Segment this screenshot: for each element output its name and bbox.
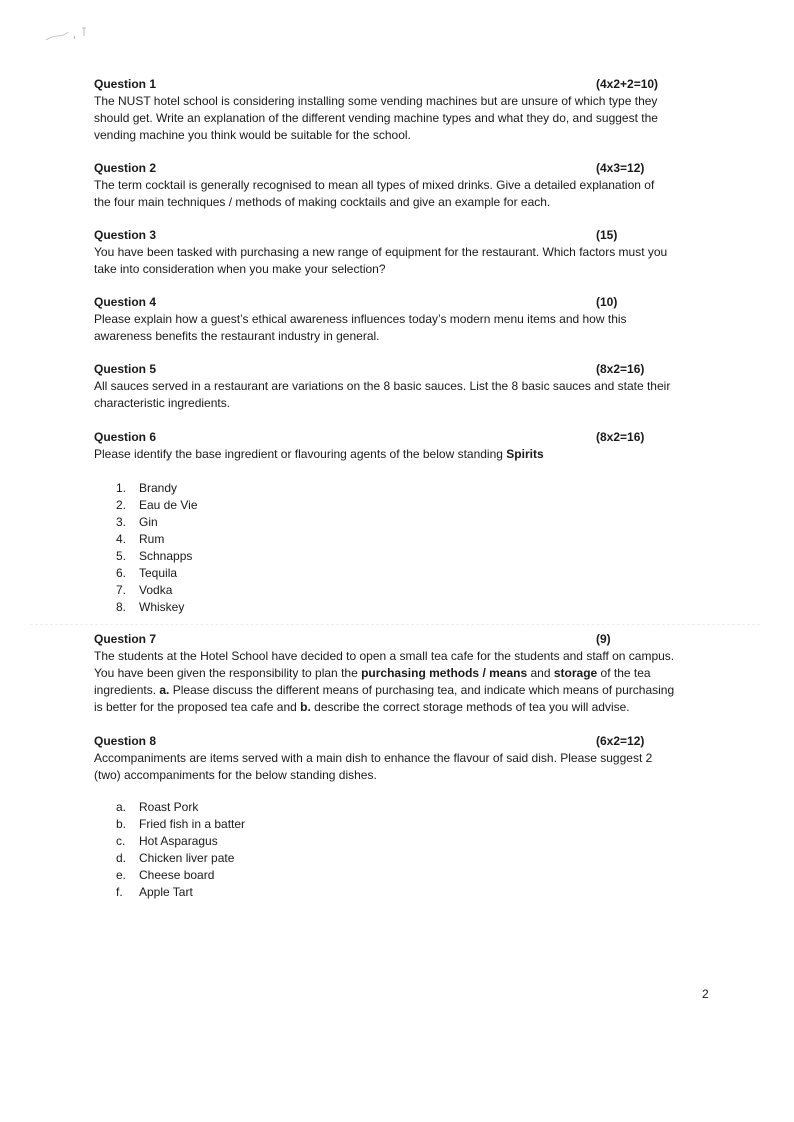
list-text: Schnapps <box>139 549 193 563</box>
question-text-line <box>94 378 734 395</box>
question-text-line <box>94 682 734 699</box>
list-marker: 1. <box>116 481 127 495</box>
question-text-line <box>94 311 734 328</box>
text: Accompaniments are items served with a main dish to enhance the flavour of said dish. Please suggest 2 <box>94 751 653 765</box>
question-heading <box>94 429 734 446</box>
question-marks: (15) <box>596 228 618 242</box>
question-text-line <box>94 395 734 412</box>
question-title: Question 4 <box>94 295 157 309</box>
question-3 <box>94 227 734 278</box>
text: The term cocktail is generally recognised to mean all types of mixed drinks. Give a detailed explanation of <box>94 178 655 192</box>
question-4 <box>94 294 734 345</box>
list-marker: c. <box>116 834 126 848</box>
question-marks: (6x2=12) <box>596 734 645 748</box>
text: and <box>527 666 554 680</box>
bold-text: a. <box>159 683 170 697</box>
question-text-line <box>94 648 734 665</box>
question-title: Question 1 <box>94 77 157 91</box>
list-marker: 6. <box>116 566 127 580</box>
list-text: Hot Asparagus <box>139 834 218 848</box>
question-marks: (4x2+2=10) <box>596 77 659 91</box>
text: the four main techniques / methods of making cocktails and give an example for each. <box>94 195 551 209</box>
question-8 <box>94 733 734 784</box>
list-text: Brandy <box>139 481 178 495</box>
question-marks: (8x2=16) <box>596 362 645 376</box>
text: is better for the proposed tea cafe and <box>94 700 301 714</box>
text: Please identify the base ingredient or flavouring agents of the below standing <box>94 447 507 461</box>
list-marker: 2. <box>116 498 127 512</box>
question-heading <box>94 631 734 648</box>
text: Please discuss the different means of purchasing tea, and indicate which means of purchasing <box>169 683 675 697</box>
question-7 <box>94 631 734 716</box>
question-text-line <box>94 194 734 211</box>
bold-text: b. <box>300 700 311 714</box>
question-text-line <box>94 110 734 127</box>
page-number: 2 <box>702 987 709 1001</box>
list-text: Eau de Vie <box>139 498 198 512</box>
text: describe the correct storage methods of tea you will advise. <box>310 700 630 714</box>
list-text: Rum <box>139 532 165 546</box>
question-marks: (9) <box>596 632 611 646</box>
text: characteristic ingredients. <box>94 396 231 410</box>
text: vending machine you think would be suitable for the school. <box>94 128 411 142</box>
question-title: Question 5 <box>94 362 157 376</box>
list-text: Fried fish in a batter <box>139 817 246 831</box>
bold-text: Spirits <box>506 447 544 461</box>
question-heading <box>94 76 734 93</box>
question-heading <box>94 160 734 177</box>
list-text: Roast Pork <box>139 800 199 814</box>
question-text-line <box>94 699 734 716</box>
list-marker: 8. <box>116 600 127 614</box>
text: take into consideration when you make your selection? <box>94 262 386 276</box>
list-marker: 4. <box>116 532 127 546</box>
question-text-line <box>94 261 734 278</box>
text: of the tea <box>597 666 651 680</box>
question-text-line <box>94 177 734 194</box>
question-title: Question 3 <box>94 228 157 242</box>
text: The NUST hotel school is considering installing some vending machines but are unsure of which type they <box>94 94 658 108</box>
list-text: Whiskey <box>139 600 185 614</box>
question-text-line <box>94 446 734 463</box>
question-title: Question 6 <box>94 430 157 444</box>
bold-text: purchasing methods / means <box>361 666 528 680</box>
list-marker: 3. <box>116 515 127 529</box>
question-marks: (4x3=12) <box>596 161 645 175</box>
question-heading <box>94 733 734 750</box>
list-marker: d. <box>116 851 127 865</box>
question-5 <box>94 361 734 412</box>
bold-text: storage <box>553 666 598 680</box>
question-marks: (8x2=16) <box>596 430 645 444</box>
list-text: Vodka <box>139 583 173 597</box>
list-text: Tequila <box>139 566 178 580</box>
question-text-line <box>94 750 734 767</box>
question-text-line <box>94 127 734 144</box>
list-marker: b. <box>116 817 127 831</box>
question-title: Question 8 <box>94 734 157 748</box>
question-marks: (10) <box>596 295 618 309</box>
text: awareness benefits the restaurant industry in general. <box>94 329 380 343</box>
list-marker: 5. <box>116 549 127 563</box>
text: (two) accompaniments for the below standing dishes. <box>94 768 377 782</box>
question-title: Question 7 <box>94 632 157 646</box>
text: You have been given the responsibility to plan the <box>94 666 362 680</box>
pen-mark-scribble <box>44 22 94 44</box>
question-text-line <box>94 767 734 784</box>
list-marker: f. <box>116 885 123 899</box>
text: You have been tasked with purchasing a new range of equipment for the restaurant. Which factors must you <box>94 245 668 259</box>
text: All sauces served in a restaurant are variations on the 8 basic sauces. List the 8 basic sauces and state their <box>94 379 671 393</box>
question-text-line <box>94 665 734 682</box>
list-marker: a. <box>116 800 127 814</box>
text: The students at the Hotel School have decided to open a small tea cafe for the students and staff on campus. <box>94 649 675 663</box>
list-text: Chicken liver pate <box>139 851 235 865</box>
question-heading <box>94 361 734 378</box>
question-text-line <box>94 328 734 345</box>
scan-artifact-line <box>30 624 760 625</box>
list-text: Cheese board <box>139 868 215 882</box>
list-text: Gin <box>139 515 158 529</box>
question-1 <box>94 76 734 144</box>
question-text-line <box>94 244 734 261</box>
list-text: Apple Tart <box>139 885 193 899</box>
list-marker: e. <box>116 868 127 882</box>
question-heading <box>94 294 734 311</box>
question-2 <box>94 160 734 211</box>
text: ingredients. <box>94 683 160 697</box>
list-marker: 7. <box>116 583 127 597</box>
question-6 <box>94 429 734 463</box>
text: should get. Write an explanation of the different vending machine types and what they do, and suggest the <box>94 111 658 125</box>
question-title: Question 2 <box>94 161 157 175</box>
question-heading <box>94 227 734 244</box>
question-text-line <box>94 93 734 110</box>
text: Please explain how a guest’s ethical awareness influences today’s modern menu items and how this <box>94 312 627 326</box>
